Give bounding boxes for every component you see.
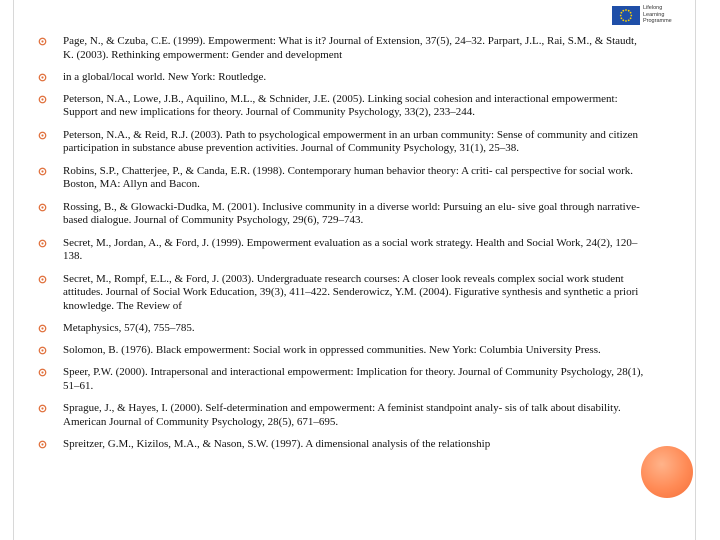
- reference-item: [38, 438, 650, 452]
- reference-text: Peterson, N.A., Lowe, J.B., Aquilino, M.L., & Schnider, J.E. (2005). Linking social cohesion and interactional empowerment: Support and new implications for theory. Journal of Community Psychology, 33(2), 233–244.: [63, 92, 618, 118]
- reference-text: Solomon, B. (1976). Black empowerment: Social work in oppressed communities. New York: Columbia University Press.: [63, 343, 601, 356]
- bullet-icon: [38, 37, 47, 46]
- reference-text: Metaphysics, 57(4), 755–785.: [63, 322, 195, 334]
- bullet-icon: [38, 95, 47, 104]
- reference-item: [38, 366, 650, 393]
- reference-item: [38, 322, 650, 336]
- bullet-icon: [38, 404, 47, 413]
- bullet-icon: [38, 440, 47, 449]
- bullet-icon: [38, 73, 47, 82]
- logo-line-1: Lifelong: [643, 5, 663, 11]
- bullet-icon: [38, 131, 47, 140]
- logo-text: [643, 5, 687, 25]
- eu-flag-icon: [612, 6, 640, 25]
- reference-item: [38, 71, 650, 85]
- reference-item: [38, 165, 650, 192]
- bullet-icon: [38, 167, 47, 176]
- reference-text: Rossing, B., & Glowacki-Dudka, M. (2001). Inclusive community in a diverse world: Pursuing an elu- sive goal through narrative-based dialogue. Journal of Community Psychology, 29(6), 729–743.: [63, 200, 640, 226]
- reference-text: Page, N., & Czuba, C.E. (1999). Empowerment: What is it? Journal of Extension, 37(5), 24–32. Parpart, J.L., Rai, S.M., & Staudt, K. (2003). Rethinking empowerment: Gender and development: [63, 35, 637, 61]
- bullet-icon: [38, 346, 47, 355]
- reference-item: [38, 344, 650, 358]
- decorative-orange-circle: [641, 446, 693, 498]
- reference-text: Secret, M., Rompf, E.L., & Ford, J. (2003). Undergraduate research courses: A closer look reveals complex social work student attitudes. Journal of Social Work Education, 39(3), 411–422. Senderowicz, Y.M. (2004). Figurative synthesis and synthetic a priori knowledge. The Review of: [63, 272, 639, 312]
- reference-item: [38, 35, 650, 62]
- logo-line-3: Programme: [643, 18, 672, 24]
- bullet-icon: [38, 203, 47, 212]
- bullet-icon: [38, 368, 47, 377]
- reference-item: [38, 129, 650, 156]
- reference-item: [38, 201, 650, 228]
- reference-text: Spreitzer, G.M., Kizilos, M.A., & Nason, S.W. (1997). A dimensional analysis of the relationship: [63, 438, 491, 450]
- reference-list: [38, 35, 650, 461]
- bullet-icon: [38, 239, 47, 248]
- bullet-icon: [38, 324, 47, 333]
- reference-text: Speer, P.W. (2000). Intrapersonal and interactional empowerment: Implication for theory. Journal of Community Psychology, 28(1), 51–61.: [63, 366, 644, 392]
- reference-text: in a global/local world. New York: Routledge.: [63, 71, 267, 83]
- reference-item: [38, 402, 650, 429]
- reference-text: Secret, M., Jordan, A., & Ford, J. (1999). Empowerment evaluation as a social work strategy. Health and Social Work, 24(2), 120–138.: [63, 236, 638, 262]
- reference-item: [38, 273, 650, 314]
- reference-text: Robins, S.P., Chatterjee, P., & Canda, E.R. (1998). Contemporary human behavior theory: A criti- cal perspective for social work. Boston, MA: Allyn and Bacon.: [63, 164, 634, 190]
- reference-item: [38, 93, 650, 120]
- lifelong-learning-logo: [612, 4, 684, 28]
- reference-item: [38, 237, 650, 264]
- logo-line-2: Learning: [643, 11, 665, 18]
- bullet-icon: [38, 275, 47, 284]
- reference-text: Peterson, N.A., & Reid, R.J. (2003). Path to psychological empowerment in an urban community: Sense of community and citizen participation in substance abuse prevention activities. Journal of Community Psychology, 31(1), 25–38.: [63, 128, 638, 154]
- reference-text: Sprague, J., & Hayes, I. (2000). Self-determination and empowerment: A feminist standpoint analy- sis of talk about disability. American Journal of Community Psychology, 28(5), 671–695.: [63, 402, 621, 428]
